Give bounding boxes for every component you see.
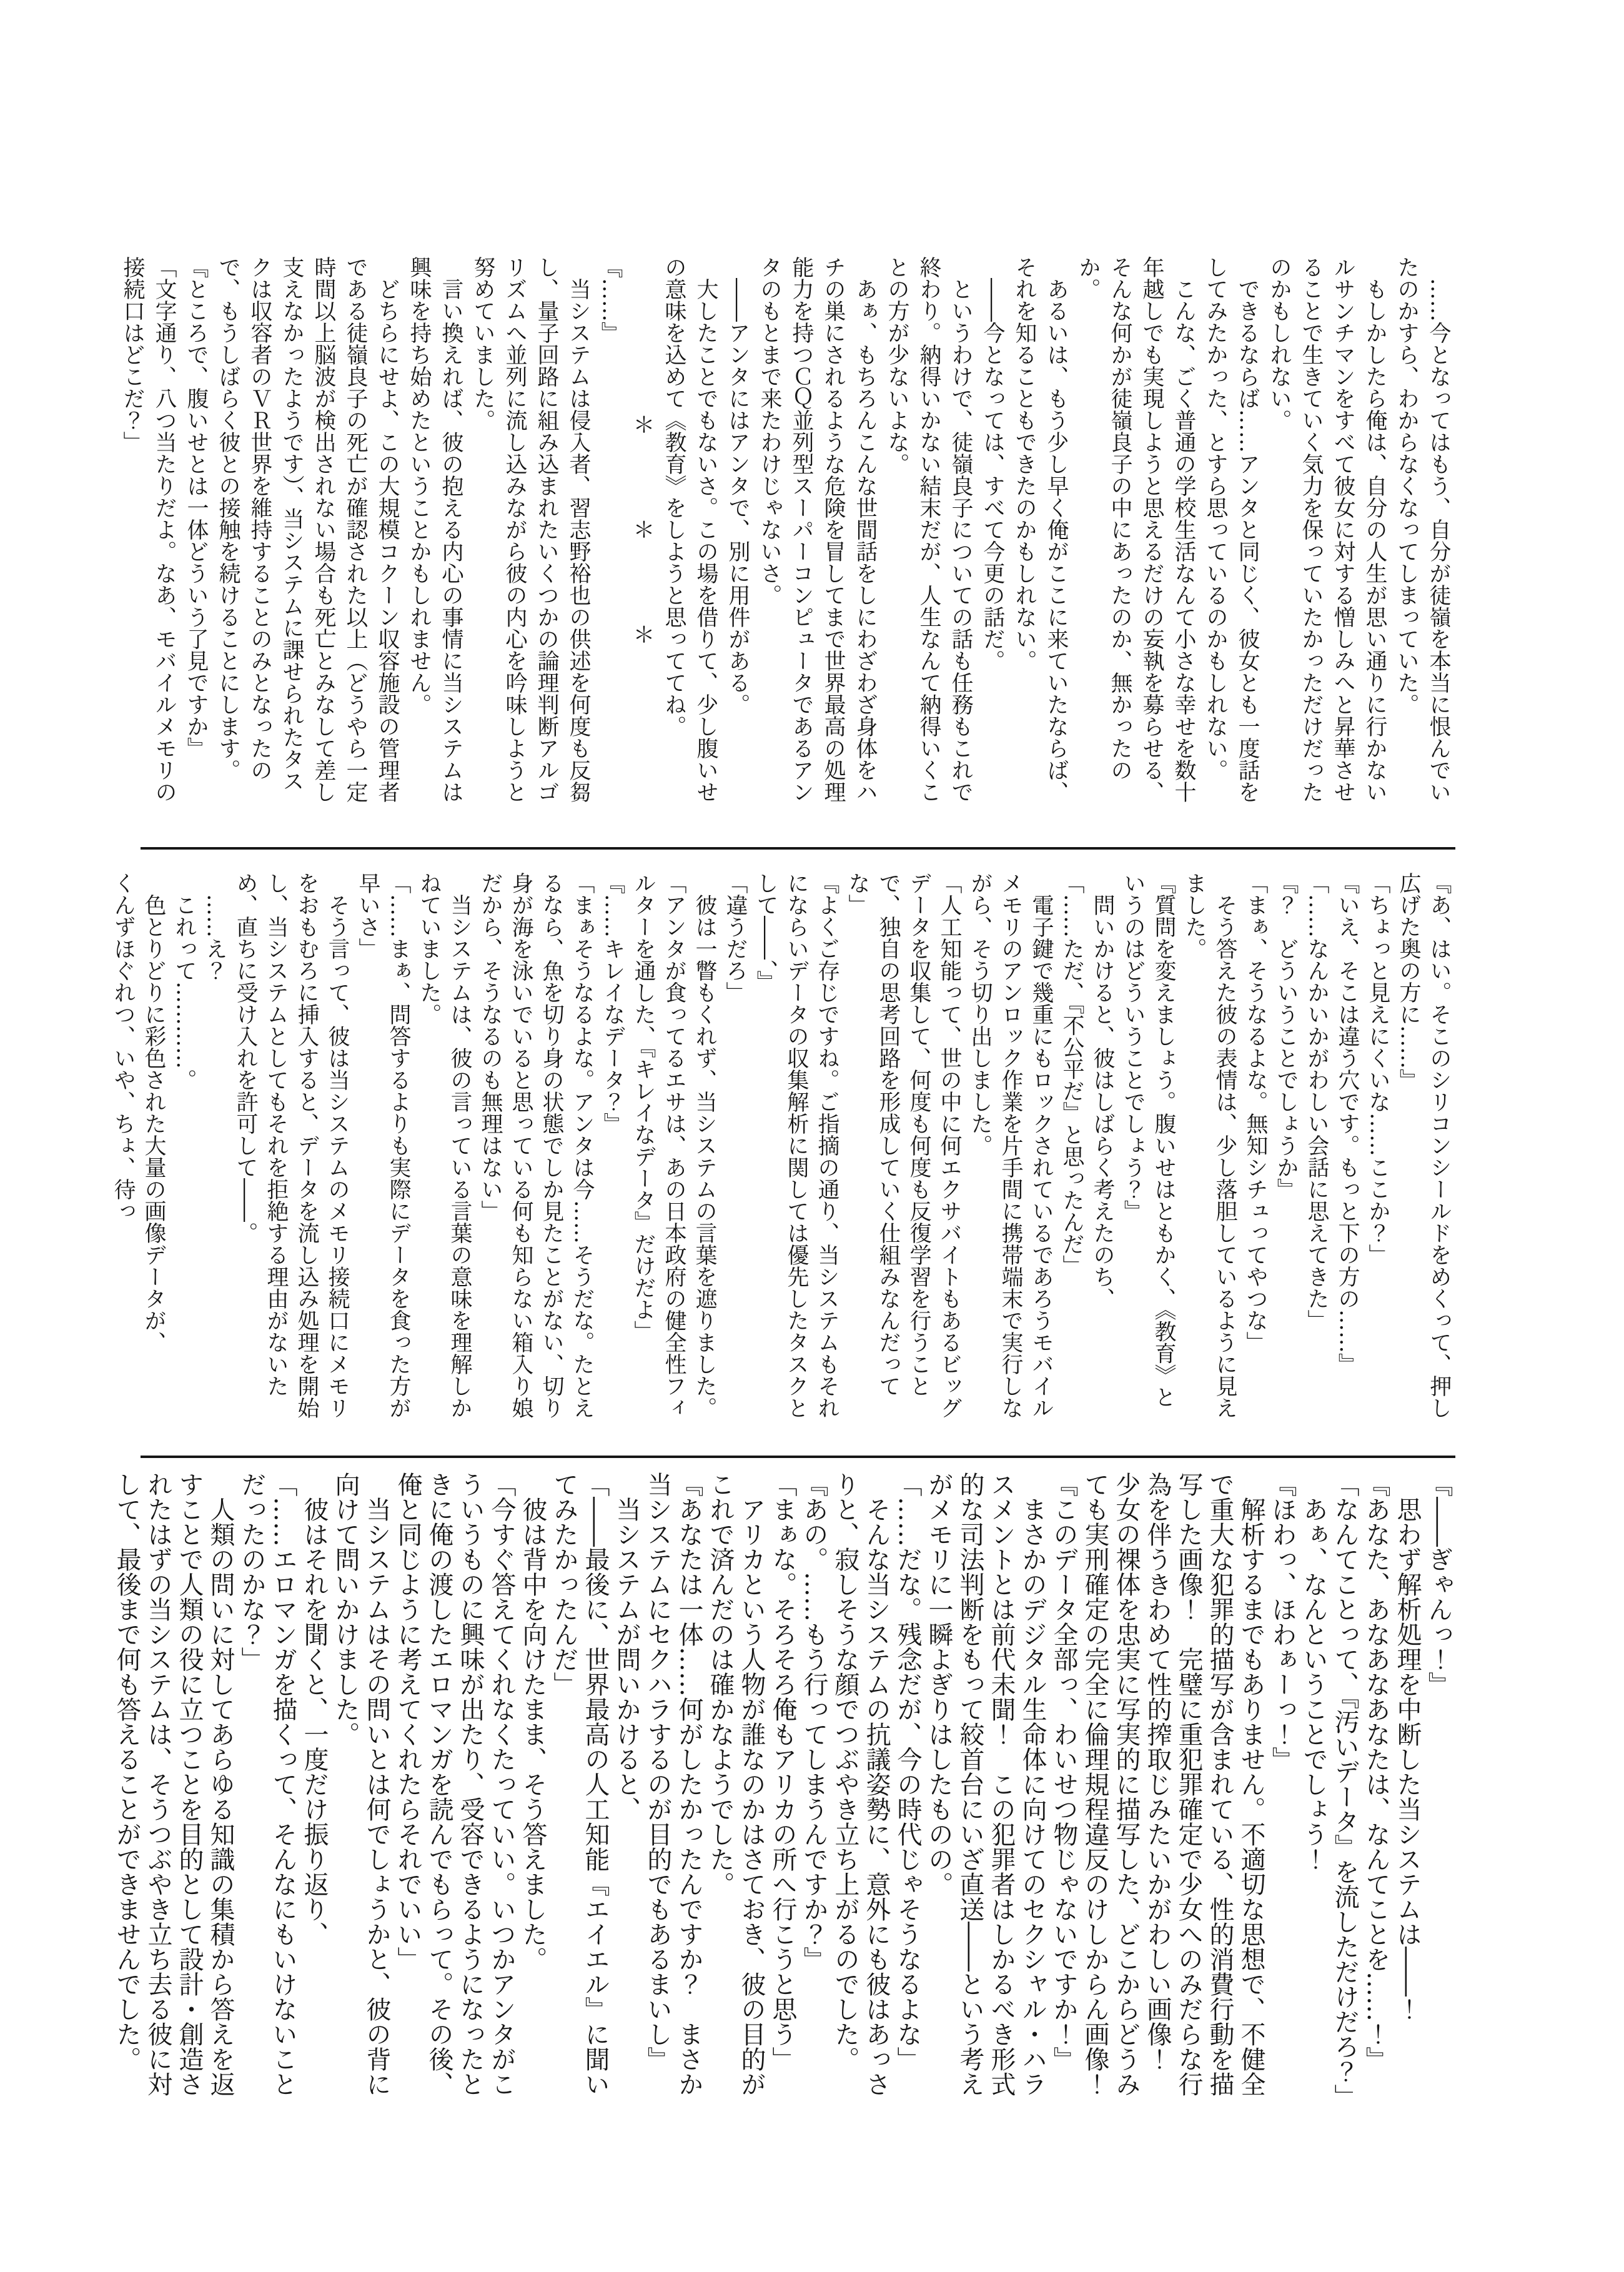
paragraph: 問いかけると、彼はしばらく考えたのち、 xyxy=(1090,872,1115,1309)
paragraph: あぁ、もちろんこんな世間話をしにわざわざ身体をハチの巣にされるような危険を冒してまで世界最高の処理能力を持つＣＱ並列型スーパーコンピュータであるアンタのもとまで来たわけじゃないさ。 xyxy=(757,256,878,803)
paragraph: あるいは、もう少し早く俺がここに来ていたならば、それを知ることもできたのかもしれない。 xyxy=(1012,256,1069,803)
paragraph: というわけで、徒嶺良子についての話も任務もこれで終わり。納得いかない結末だが、人生なんて納得いくことの方が少ないよな。 xyxy=(884,256,973,803)
paragraph: 「なんてことって、『汚いデータ』を流しただけだろ？」 xyxy=(1330,1472,1359,2109)
paragraph: そう言って、彼は当システムのメモリ接続口にメモリをおもむろに挿入すると、データを流し込み処理を開始し、当システムとしてもそれを拒絶する理由がないため、直ちに受け入れを許可して――。 xyxy=(233,872,350,1419)
paragraph: 『ところで、腹いせとは一体どういう了見ですか』 xyxy=(184,256,209,759)
paragraph: 『あなたは一体……何がしたかったんですか？ まさか当システムにセクハラするのが目的でもあるまいし』 xyxy=(643,1472,703,2096)
paragraph: 「……エロマンガを描くって、そんなにもいけないことだったのかな？」 xyxy=(237,1472,297,2096)
paragraph: 人類の問いに対してあらゆる知識の集積から答えを返すことで人類の役に立つことを目的として設計・創造されたはずの当システムは、そうつぶやき立ち去る彼に対して、最後まで何も答えることができませんでした。 xyxy=(112,1472,235,2096)
scene-separator: ＊ ＊ ＊ xyxy=(630,414,655,650)
paragraph: 『……』 xyxy=(598,256,623,344)
paragraph: 彼は背中を向けたまま、そう答えました。 xyxy=(518,1472,547,1972)
paragraph: 解析するまでもありません。不適切な思想で、不健全で重大な犯罪的描写が含まれている、性的消費行動を描写した画像！ 完璧に重犯罪確定で少女へのみだらな行為を伴うきわめて性的搾取じみたいかがわしい画像！ 少女の裸体を忠実に写実的に描写した、どこからどうみても実刑確定の完全に倫理規程違反のけしからん画像！ xyxy=(1081,1472,1265,2096)
paragraph: 当システムは、彼の言っている言葉の意味を理解しかねていました。 xyxy=(417,872,472,1419)
paragraph: 『このデータ全部っ、わいせつ物じゃないですか！』 xyxy=(1049,1472,1078,2071)
paragraph: まさかのデジタル生命体に向けてのセクシャル・ハラスメントとは前代未聞！ この犯罪者はしかるべき形式的な司法判断をもって絞首台にいざ直送――という考えがメモリに一瞬よぎりはしたものの。 xyxy=(924,1472,1047,2096)
paragraph: できるならば……アンタと同じく、彼女とも一度話をしてみたかった、とすら思っているのかもしれない。 xyxy=(1203,256,1260,803)
paragraph: 言い換えれば、彼の抱える内心の事情に当システムは興味を持ち始めたということかもしれません。 xyxy=(407,256,463,803)
text-section-bottom xyxy=(111,1472,1454,2109)
paragraph: ……え？ xyxy=(202,872,227,981)
paragraph: 『――ぎゃんっ！』 xyxy=(1424,1472,1453,1697)
paragraph: 色とりどりに彩色された大量の画像データが、 xyxy=(141,872,166,1353)
paragraph: 「まぁ、そうなるよな。無知シチュってやつな」 xyxy=(1243,872,1268,1353)
paragraph: 「……だな。残念だが、今の時代じゃそうなるよな」 xyxy=(893,1472,922,2071)
paragraph: ――アンタにはアンタで、別に用件がある。 xyxy=(725,256,750,715)
paragraph: 「――最後に、世界最高の人工知能『エイエル』に聞いてみたかったんだ」 xyxy=(550,1472,610,2096)
paragraph: 彼はそれを聞くと、一度だけ振り返り、 xyxy=(300,1472,329,1947)
paragraph: 『ほわっ、ほわぁーっ！』 xyxy=(1268,1472,1297,1772)
paragraph: 「文字通り、八つ当たりだよ。なあ、モバイルメモリの接続口はどこだ？」 xyxy=(120,256,177,803)
paragraph: 「……まぁ、問答するよりも実際にデータを食った方が早いさ」 xyxy=(355,872,411,1419)
paragraph: 『？ どういうことでしょうか』 xyxy=(1274,872,1299,1200)
paragraph: 「ちょっと見えにくいな……ここか？」 xyxy=(1365,872,1390,1266)
paragraph: 当システムは侵入者、習志野裕也の供述を何度も反芻し、量子回路に組み込まれたいくつかの論理判断アルゴリズムへ並列に流し込みながら彼の内心を吟味しようと努めていました。 xyxy=(470,256,591,803)
paragraph: くんずほぐれつ、いや、ちょ、待っ xyxy=(111,872,136,1222)
paragraph: 思わず解析処理を中断した当システムは――！ xyxy=(1393,1472,1422,2021)
paragraph: 彼は一瞥もくれず、当システムの言葉を遮りました。 xyxy=(692,872,717,1419)
paragraph: 『いえ、そこは違う穴です。もっと下の方の……』 xyxy=(1335,872,1360,1375)
section-divider-1 xyxy=(141,847,1455,850)
paragraph: 「まぁな。そろそろ俺もアリカの所へ行こうと思う」 xyxy=(768,1472,797,2071)
paragraph: 「今すぐ答えてくれなくたっていい。いつかアンタがこういうものに興味が出たり、受容できるようになったときに俺の渡したエロマンガを読んでもらって。その後、俺と同じように考えてくれたらそれでいい」 xyxy=(394,1472,516,2096)
paragraph: 電子鍵で幾重にもロックされているであろうモバイルメモリのアンロック作業を片手間に携帯端末で実行しながら、そう切り出しました。 xyxy=(968,872,1054,1419)
paragraph: アリカという人物が誰なのかはさておき、彼の目的がこれで済んだのは確かなようでした。 xyxy=(706,1472,766,2096)
paragraph: 『あの。……もう行ってしまうんですか？』 xyxy=(800,1472,828,1972)
paragraph: 「違うだろ」 xyxy=(723,872,748,1003)
paragraph: 『質問を変えましょう。腹いせはともかく、《教育》というのはどういうことでしょう？』 xyxy=(1121,872,1176,1408)
paragraph: あぁ、なんということでしょう！ xyxy=(1299,1472,1328,1872)
paragraph: 当システムが問いかけると、 xyxy=(612,1472,641,1822)
section-divider-2 xyxy=(141,1456,1455,1458)
paragraph: 『あなた、あなあなあなたは、なんてことを……！』 xyxy=(1362,1472,1390,2071)
paragraph: もしかしたら俺は、自分の人生が思い通りに行かないルサンチマンをすべて彼女に対する憎しみへと昇華させることで生きていく気力を保っていたかっただけだったのかもしれない。 xyxy=(1267,256,1387,803)
paragraph: こんな、ごく普通の学校生活なんて小さな幸せを数十年越しでも実現しようと思えるだけの妄執を募らせる、そんな何かが徒嶺良子の中にあったのか、無かったのか。 xyxy=(1076,256,1196,803)
paragraph: 『よくご存じですね。ご指摘の通り、当システムもそれにならいデータの収集解析に関しては優先したタスクとして――、』 xyxy=(753,872,839,1419)
paragraph: 「……ただ、『不公平だ』と思ったんだ」 xyxy=(1059,872,1084,1277)
paragraph: ……今となってはもう、自分が徒嶺を本当に恨んでいたのかすら、わからなくなってしまっていた。 xyxy=(1394,256,1451,803)
paragraph: 「まぁそうなるよな。アンタは今……そうだな。たとえるなら、魚を切り身の状態でしか見たことがない、切り身が海を泳いでいると思っている何も知らない箱入り娘だから、そうなるのも無理はない」 xyxy=(478,872,595,1419)
paragraph: これって…………。 xyxy=(172,872,197,1091)
paragraph: 『あ、はい。そこのシリコンシールドをめくって、押し広げた奥の方に……』 xyxy=(1396,872,1452,1419)
paragraph: ――今となっては、すべて今更の話だ。 xyxy=(980,256,1005,672)
text-section-top xyxy=(116,256,1454,807)
paragraph: 「アンタが食ってるエサは、あの日本政府の健全性フィルターを通した、『キレイなデータ』だけだよ」 xyxy=(631,872,686,1419)
text-section-middle xyxy=(107,872,1454,1424)
paragraph: 「……なんかいかがわしい会話に思えてきた」 xyxy=(1304,872,1329,1331)
paragraph: 『……キレイなデータ？』 xyxy=(600,872,625,1134)
paragraph: 当システムはその問いとは何でしょうかと、彼の背に向けて問いかけました。 xyxy=(331,1472,391,2096)
paragraph: 大したことでもないさ。この場を借りて、少し腹いせの意味を込めて《教育》をしようと思っててね。 xyxy=(661,256,718,803)
paragraph: そう答えた彼の表情は、少し落胆しているように見えました。 xyxy=(1182,872,1237,1419)
paragraph: そんな当システムの抗議姿勢に、意外にも彼はあっさりと、寂しそうな顔でつぶやき立ち上がるのでした。 xyxy=(831,1472,891,2096)
paragraph: どちらにせよ、この大規模コクーン収容施設の管理者である徒嶺良子の死亡が確認された以上（どうやら一定時間以上脳波が検出されない場合も死亡とみなして差し支えなかったようです）、当システムに課せられたタスクは収容者のＶＲ世界を維持することのみとなったので、もうしばらく彼との接触を続けることにします。 xyxy=(215,256,400,803)
paragraph: 「人工知能って、世の中に何エクサバイトもあるビッグデータを収集して、何度も何度も反復学習を行うことで、独自の思考回路を形成していく仕組みなんだってな」 xyxy=(845,872,962,1419)
